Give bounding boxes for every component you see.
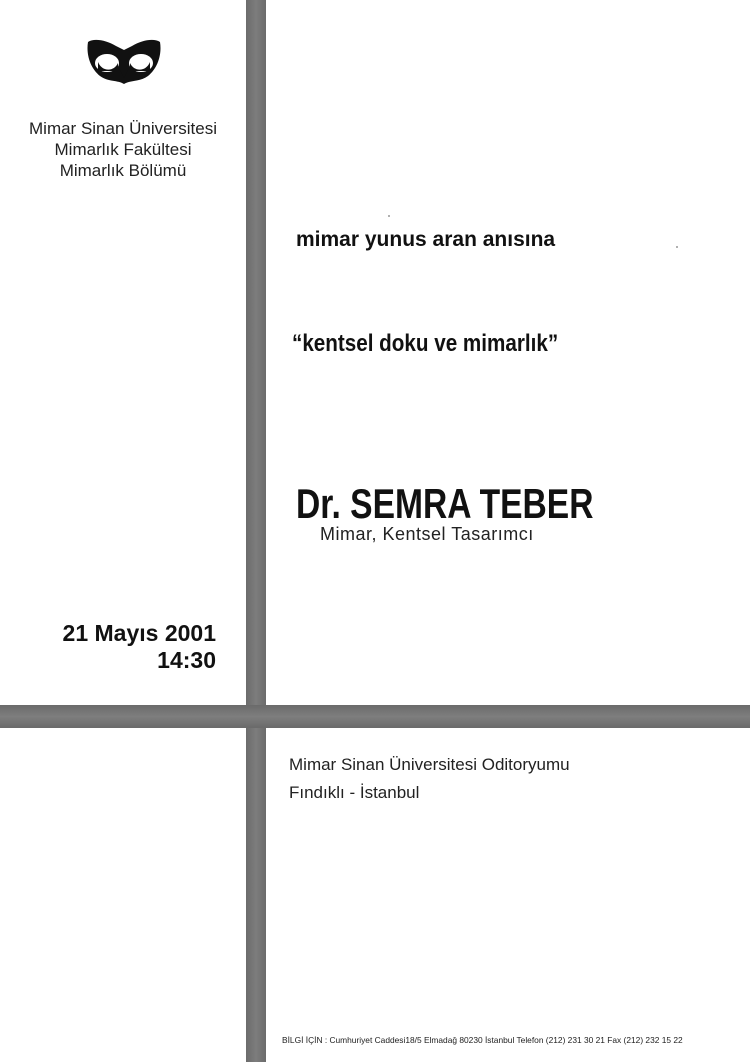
venue-location: Fındıklı - İstanbul [289, 783, 420, 802]
venue-name: Mimar Sinan Üniversitesi Oditoryumu [289, 755, 570, 774]
owl-eyes-icon [86, 38, 162, 86]
event-time: 14:30 [157, 647, 216, 673]
institution-block [0, 118, 246, 181]
institution-department: Mimarlık Bölümü [59, 161, 187, 180]
horizontal-divider-bar [0, 705, 750, 728]
memorial-line: mimar yunus aran anısına [296, 228, 556, 251]
event-date: 21 Mayıs 2001 [62, 620, 216, 646]
paper-speck [388, 215, 390, 217]
vertical-divider-bar [246, 0, 266, 1062]
institution-faculty: Mimarlık Fakültesi [54, 140, 192, 159]
date-time-block [0, 620, 216, 674]
speaker-name: Dr. SEMRA TEBER [296, 480, 594, 527]
paper-speck [676, 246, 678, 248]
institution-university: Mimar Sinan Üniversitesi [29, 119, 217, 138]
footer-info: BİLGİ İÇİN : Cumhuriyet Caddesi18/5 Elmadağ 80230 İstanbul Telefon (212) 231 30 21 Fax (212) 232 15 22 [282, 1035, 683, 1045]
talk-title: “kentsel doku ve mimarlık” [292, 330, 559, 357]
speaker-role: Mimar, Kentsel Tasarımcı [320, 524, 534, 544]
venue-block [289, 751, 570, 807]
